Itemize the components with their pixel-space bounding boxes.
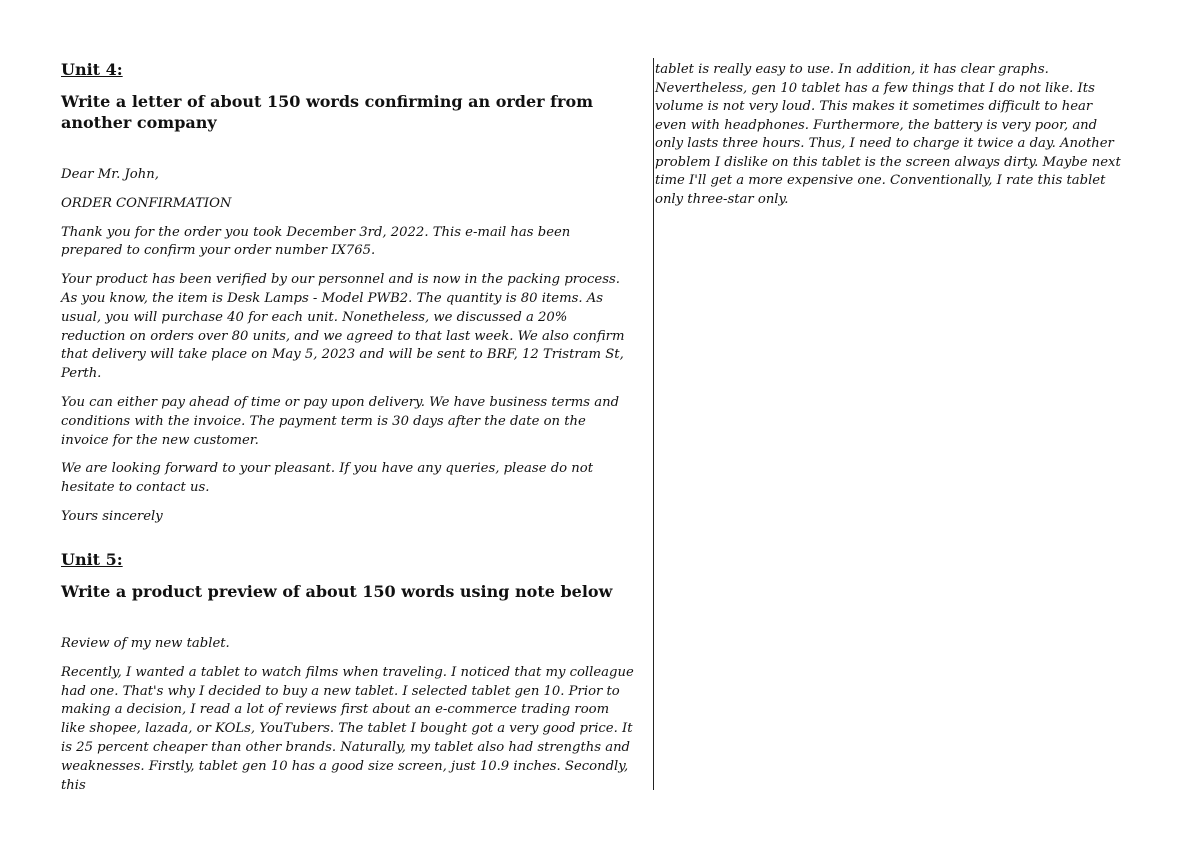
letter-paragraph-3: You can either pay ahead of time or pay upon delivery. We have business terms and conditions with the invoice. The payment term is 30 days after the date on the invoice for the new customer. [61,394,620,448]
letter-paragraph-1: Thank you for the order you took December 3rd, 2022. This e-mail has been prepared to confirm your order number IX765. [61,224,571,259]
letter-closing: Yours sincerely [61,508,163,524]
letter-subject: ORDER CONFIRMATION [61,195,232,211]
review-intro: Review of my new tablet. [61,636,230,651]
right-column [655,61,1125,209]
review-paragraph-left: Recently, I wanted a tablet to watch films when traveling. I noticed that my colleague had one. That's why I decided to buy a new tablet. I selected tablet gen 10. Prior to making a decision, I read a lot of reviews first about an e-commerce trading room like shopee, lazada, or KOLs, YouTubers. The tablet I bought got a very good price. It is 25 percent cheaper than other brands. Naturally, my tablet also had strengths and weaknesses. Firstly, tablet gen 10 has a good size screen, just 10.9 inches. Secondly, this [61,664,634,793]
column-divider [653,58,654,790]
unit5-section [61,550,635,795]
letter-paragraph-4: We are looking forward to your pleasant. If you have any queries, please do not hesitate to contact us. [61,461,593,496]
review-paragraph-right: tablet is really easy to use. In addition, it has clear graphs. Nevertheless, gen 10 tablet has a few things that I do not like. Its volume is not very loud. This makes it sometimes difficult to hear even with headphones. Furthermore, the battery is very poor, and only lasts three hours. Thus, I need to charge it twice a day. Another problem I dislike on this tablet is the screen always dirty. Maybe next time I'll get a more expensive one. Conventionally, I rate this tablet only three-star only. [655,62,1121,207]
unit5-title: Unit 5: [61,550,123,569]
unit4-section [61,60,635,527]
unit4-title: Unit 4: [61,60,123,79]
letter-greeting: Dear Mr. John, [61,167,159,182]
unit5-prompt: Write a product preview of about 150 words using note below [61,582,613,601]
letter-paragraph-2: Your product has been verified by our personnel and is now in the packing process. As you know, the item is Desk Lamps - Model PWB2. The quantity is 80 items. As usual, you will purchase 40 for each unit. Nonetheless, we discussed a 20% reduction on orders over 80 units, and we agreed to that last week. We also confirm that delivery will take place on May 5, 2023 and will be sent to BRF, 12 Tristram St, Perth. [61,272,625,382]
unit4-prompt: Write a letter of about 150 words confirming an order from another company [61,92,594,132]
